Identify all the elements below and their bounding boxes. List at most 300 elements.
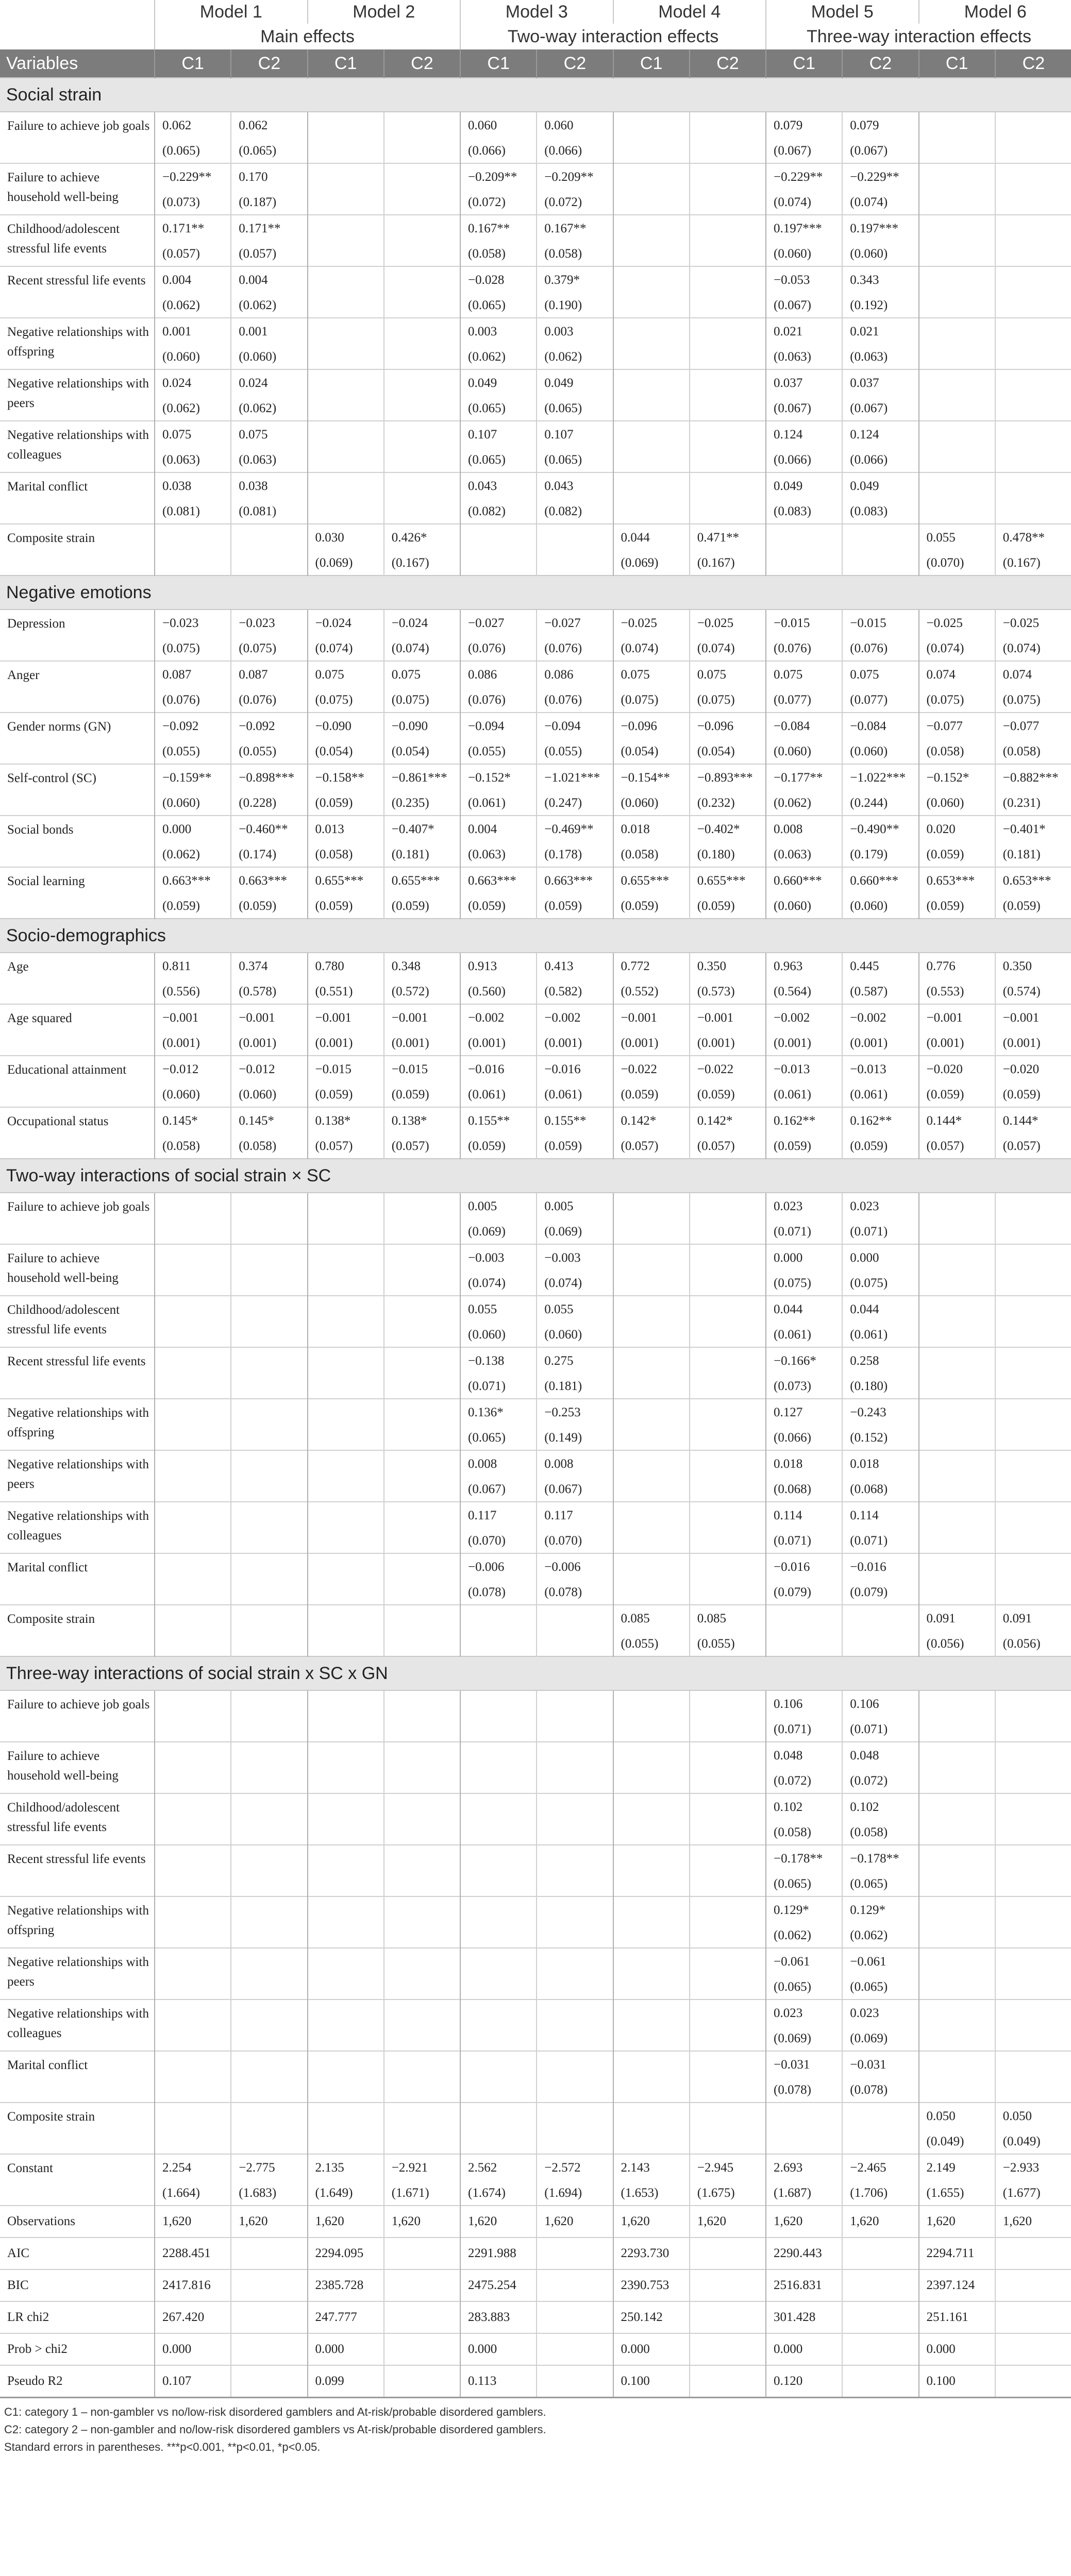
se-cell: (0.059)	[919, 894, 995, 919]
coef-cell	[537, 2103, 613, 2130]
c1-header: C1	[460, 49, 537, 78]
variable-label: Educational attainment	[0, 1056, 155, 1107]
coef-cell	[460, 1999, 537, 2027]
se-cell: (0.001)	[766, 1031, 842, 1056]
coef-cell	[995, 1347, 1071, 1375]
se-cell: (0.079)	[842, 1581, 918, 1605]
se-cell	[690, 2027, 766, 2051]
se-cell: (0.072)	[842, 1769, 918, 1793]
coef-cell	[155, 1999, 231, 2027]
coef-cell: −0.882***	[995, 764, 1071, 791]
section-header-row	[0, 78, 1071, 112]
se-cell: (0.059)	[460, 1134, 537, 1159]
constant-se-row	[0, 2181, 1071, 2206]
se-cell	[690, 1375, 766, 1399]
coef-cell: −0.094	[460, 713, 537, 740]
se-cell	[919, 1872, 995, 1896]
se-cell: (0.058)	[995, 740, 1071, 764]
se-cell	[613, 1581, 690, 1605]
coef-cell: −0.061	[766, 1948, 842, 1975]
coef-cell	[613, 1690, 690, 1718]
se-cell	[308, 242, 384, 266]
coef-cell: −0.094	[537, 713, 613, 740]
table-row	[0, 112, 1071, 139]
coef-cell	[690, 1399, 766, 1426]
coef-cell	[308, 318, 384, 345]
coef-cell	[919, 1845, 995, 1872]
se-cell	[919, 448, 995, 472]
table-row	[0, 1347, 1071, 1375]
coef-cell	[384, 1845, 460, 1872]
coef-cell	[231, 1896, 307, 1924]
se-cell	[690, 1872, 766, 1896]
se-cell	[995, 1821, 1071, 1845]
se-cell: (1.655)	[919, 2181, 995, 2206]
se-cell	[308, 1272, 384, 1296]
stat-cell: 2294.095	[308, 2238, 384, 2269]
se-cell: (0.072)	[537, 191, 613, 215]
coef-cell: −0.077	[919, 713, 995, 740]
table-row-se	[0, 1718, 1071, 1742]
se-cell	[995, 2078, 1071, 2103]
se-cell: (0.167)	[384, 551, 460, 575]
section-title: Social strain	[0, 78, 1071, 112]
coef-cell: 0.060	[537, 112, 613, 139]
se-cell	[384, 1529, 460, 1553]
se-cell	[690, 2130, 766, 2154]
se-cell	[537, 1769, 613, 1793]
se-cell	[384, 2130, 460, 2154]
se-cell	[384, 294, 460, 318]
coef-cell	[231, 1347, 307, 1375]
coef-cell: −0.092	[155, 713, 231, 740]
coef-cell	[384, 2051, 460, 2078]
coef-cell	[613, 1845, 690, 1872]
se-cell: (0.001)	[537, 1031, 613, 1056]
table-row-se	[0, 1478, 1071, 1502]
se-cell: (0.075)	[690, 688, 766, 713]
coef-cell	[231, 1793, 307, 1821]
coef-cell: 0.655***	[384, 867, 460, 894]
coef-cell	[995, 112, 1071, 139]
se-cell	[613, 345, 690, 369]
coef-cell	[995, 1896, 1071, 1924]
coef-cell: 0.075	[231, 421, 307, 448]
stat-cell: 0.107	[155, 2365, 231, 2397]
se-cell: (0.065)	[537, 397, 613, 421]
coef-cell: −0.084	[842, 713, 918, 740]
model-4-header: Model 4	[613, 0, 766, 24]
se-cell	[613, 1220, 690, 1244]
coef-cell: 0.008	[766, 816, 842, 843]
stat-row	[0, 2301, 1071, 2333]
coef-cell	[155, 1244, 231, 1272]
se-cell	[308, 1426, 384, 1450]
coef-cell	[155, 2051, 231, 2078]
se-cell: (0.075)	[919, 688, 995, 713]
se-cell	[613, 1924, 690, 1948]
se-cell	[384, 191, 460, 215]
coef-cell	[155, 1347, 231, 1375]
coef-cell	[460, 1896, 537, 1924]
table-row-se	[0, 242, 1071, 266]
se-cell	[308, 1220, 384, 1244]
table-row	[0, 1296, 1071, 1323]
coef-cell: 0.655***	[308, 867, 384, 894]
coef-cell	[537, 1605, 613, 1632]
se-cell: (0.076)	[537, 688, 613, 713]
se-cell	[919, 1375, 995, 1399]
se-cell: (0.065)	[231, 139, 307, 163]
se-cell: (0.067)	[766, 397, 842, 421]
se-cell: (0.057)	[613, 1134, 690, 1159]
se-cell: (0.247)	[537, 791, 613, 816]
table-row-se	[0, 1975, 1071, 1999]
coef-cell: 0.037	[842, 369, 918, 397]
coef-cell: 0.021	[842, 318, 918, 345]
se-cell	[155, 1769, 231, 1793]
coef-cell	[919, 369, 995, 397]
stat-cell	[842, 2238, 918, 2269]
stat-cell	[537, 2333, 613, 2365]
se-cell: (0.228)	[231, 791, 307, 816]
coef-cell: 2.254	[155, 2154, 231, 2181]
se-cell: (0.074)	[995, 637, 1071, 661]
se-cell: (0.062)	[155, 843, 231, 867]
se-cell: (0.066)	[766, 448, 842, 472]
variable-label: Childhood/adolescent stressful life events	[0, 215, 155, 266]
se-cell: (1.653)	[613, 2181, 690, 2206]
coef-cell: 0.136*	[460, 1399, 537, 1426]
stat-label: BIC	[0, 2269, 155, 2301]
se-cell: (0.079)	[766, 1581, 842, 1605]
variable-label: Self-control (SC)	[0, 764, 155, 816]
stat-cell	[537, 2365, 613, 2397]
stat-cell: 2385.728	[308, 2269, 384, 2301]
se-cell: (0.049)	[919, 2130, 995, 2154]
se-cell: (0.071)	[766, 1718, 842, 1742]
se-cell	[919, 1478, 995, 1502]
coef-cell: 0.074	[919, 661, 995, 688]
coef-cell: 0.091	[919, 1605, 995, 1632]
se-cell	[384, 1769, 460, 1793]
se-cell	[919, 1272, 995, 1296]
se-cell: (0.056)	[919, 1632, 995, 1656]
variable-label: Failure to achieve job goals	[0, 112, 155, 163]
coef-cell: 0.048	[842, 1742, 918, 1769]
table-row	[0, 1896, 1071, 1924]
coef-cell: 0.663***	[460, 867, 537, 894]
se-cell	[231, 1821, 307, 1845]
se-cell: (0.058)	[613, 843, 690, 867]
se-cell: (1.671)	[384, 2181, 460, 2206]
coef-cell: −0.001	[384, 1004, 460, 1031]
stat-cell	[995, 2269, 1071, 2301]
note-c1: C1: category 1 – non-gambler vs no/low-risk disordered gamblers and At-risk/probable disordered gamblers.	[4, 2405, 546, 2418]
se-cell: (0.060)	[155, 791, 231, 816]
se-cell	[384, 2078, 460, 2103]
se-cell	[231, 1220, 307, 1244]
se-cell: (0.071)	[842, 1529, 918, 1553]
se-cell: (0.069)	[537, 1220, 613, 1244]
se-cell	[384, 1272, 460, 1296]
c1-header: C1	[155, 49, 231, 78]
coef-cell: 0.050	[995, 2103, 1071, 2130]
coef-cell: −0.138	[460, 1347, 537, 1375]
coef-cell	[308, 1244, 384, 1272]
coef-cell: 0.023	[842, 1999, 918, 2027]
coef-cell	[537, 524, 613, 551]
coef-cell	[690, 1244, 766, 1272]
stat-cell	[842, 2333, 918, 2365]
model-header-row	[0, 0, 1071, 24]
coef-cell	[384, 1296, 460, 1323]
coef-cell	[155, 1502, 231, 1529]
coef-cell: 0.426*	[384, 524, 460, 551]
table-row	[0, 1107, 1071, 1134]
coef-cell: 0.445	[842, 953, 918, 980]
coef-cell	[613, 1244, 690, 1272]
se-cell: (0.167)	[690, 551, 766, 575]
se-cell: (0.067)	[766, 139, 842, 163]
se-cell	[690, 1581, 766, 1605]
coef-cell	[308, 1502, 384, 1529]
se-cell	[690, 1924, 766, 1948]
coef-cell: 0.055	[537, 1296, 613, 1323]
variable-label: Childhood/adolescent stressful life events	[0, 1296, 155, 1347]
table-row-se	[0, 1426, 1071, 1450]
se-cell: (0.066)	[842, 448, 918, 472]
coef-cell	[231, 1690, 307, 1718]
coef-cell: 0.772	[613, 953, 690, 980]
coef-cell	[919, 163, 995, 191]
coef-cell: 0.171**	[231, 215, 307, 242]
coef-cell	[384, 163, 460, 191]
se-cell: (0.063)	[155, 448, 231, 472]
coef-cell: −0.002	[460, 1004, 537, 1031]
c2-header: C2	[842, 49, 918, 78]
se-cell: (0.058)	[231, 1134, 307, 1159]
table-row-se	[0, 1375, 1071, 1399]
table-row	[0, 1193, 1071, 1220]
coef-cell: −0.096	[690, 713, 766, 740]
coef-cell	[537, 2051, 613, 2078]
coef-cell: 0.004	[155, 266, 231, 294]
effect-group-row	[0, 24, 1071, 49]
coef-cell: 0.004	[460, 816, 537, 843]
coef-cell	[537, 1742, 613, 1769]
se-cell	[231, 1478, 307, 1502]
se-cell: (0.174)	[231, 843, 307, 867]
stat-cell	[842, 2365, 918, 2397]
se-cell: (0.063)	[766, 843, 842, 867]
se-cell	[384, 397, 460, 421]
coef-cell: −0.861***	[384, 764, 460, 791]
stat-row	[0, 2333, 1071, 2365]
se-cell: (0.075)	[231, 637, 307, 661]
se-cell: (0.070)	[919, 551, 995, 575]
stat-cell	[231, 2238, 307, 2269]
stat-cell: 1,620	[155, 2206, 231, 2238]
coef-cell: 0.001	[231, 318, 307, 345]
coef-cell	[537, 1690, 613, 1718]
coef-cell	[384, 1553, 460, 1581]
se-cell: (0.075)	[766, 1272, 842, 1296]
coef-cell	[690, 1742, 766, 1769]
stat-cell	[690, 2333, 766, 2365]
se-cell	[995, 139, 1071, 163]
se-cell	[231, 1272, 307, 1296]
coef-cell: −0.490**	[842, 816, 918, 843]
coef-cell: −0.229**	[766, 163, 842, 191]
se-cell: (0.187)	[231, 191, 307, 215]
coef-cell: 0.663***	[231, 867, 307, 894]
se-cell: (0.192)	[842, 294, 918, 318]
coef-cell	[766, 524, 842, 551]
se-cell: (0.062)	[231, 397, 307, 421]
coef-cell	[308, 266, 384, 294]
coef-cell: −2.465	[842, 2154, 918, 2181]
se-cell	[995, 1581, 1071, 1605]
coef-cell: 0.663***	[155, 867, 231, 894]
table-row	[0, 1690, 1071, 1718]
table-row-se	[0, 448, 1071, 472]
se-cell	[995, 1769, 1071, 1793]
coef-cell: −0.152*	[919, 764, 995, 791]
se-cell: (0.054)	[308, 740, 384, 764]
c1-header: C1	[613, 49, 690, 78]
se-cell	[690, 1821, 766, 1845]
coef-cell: 0.018	[613, 816, 690, 843]
coef-cell: −0.209**	[460, 163, 537, 191]
coef-cell: 2.143	[613, 2154, 690, 2181]
se-cell	[155, 1323, 231, 1347]
coef-cell	[460, 2051, 537, 2078]
coef-cell	[537, 1793, 613, 1821]
coef-cell: −0.020	[995, 1056, 1071, 1083]
coef-cell: −0.012	[231, 1056, 307, 1083]
coef-cell	[690, 1347, 766, 1375]
coef-cell	[995, 163, 1071, 191]
se-cell	[995, 448, 1071, 472]
coef-cell: 0.350	[690, 953, 766, 980]
se-cell: (0.057)	[919, 1134, 995, 1159]
stat-label: Pseudo R2	[0, 2365, 155, 2397]
variable-label: Composite strain	[0, 1605, 155, 1656]
se-cell: (1.683)	[231, 2181, 307, 2206]
stat-cell	[995, 2365, 1071, 2397]
se-cell: (0.075)	[995, 688, 1071, 713]
coef-cell: 0.091	[995, 1605, 1071, 1632]
model-6-header: Model 6	[919, 0, 1071, 24]
se-cell: (0.071)	[842, 1718, 918, 1742]
se-cell	[308, 500, 384, 524]
se-cell	[995, 345, 1071, 369]
stat-row	[0, 2269, 1071, 2301]
coef-cell: −0.253	[537, 1399, 613, 1426]
table-row-se	[0, 1769, 1071, 1793]
coef-cell: 0.037	[766, 369, 842, 397]
coef-cell: 0.117	[460, 1502, 537, 1529]
coef-cell	[155, 1793, 231, 1821]
se-cell	[613, 2027, 690, 2051]
coef-cell	[384, 215, 460, 242]
coef-cell: 0.062	[231, 112, 307, 139]
section-title: Three-way interactions of social strain x SC x GN	[0, 1656, 1071, 1690]
se-cell	[613, 2130, 690, 2154]
se-cell: (0.059)	[460, 894, 537, 919]
variable-label: Anger	[0, 661, 155, 713]
coef-cell	[690, 163, 766, 191]
coef-cell: 0.024	[155, 369, 231, 397]
se-cell: (0.001)	[460, 1031, 537, 1056]
variable-label: Marital conflict	[0, 472, 155, 524]
table-row-se	[0, 397, 1071, 421]
coef-cell	[308, 472, 384, 500]
se-cell	[690, 1323, 766, 1347]
coef-cell: 0.275	[537, 1347, 613, 1375]
stat-cell: 2516.831	[766, 2269, 842, 2301]
se-cell	[308, 1375, 384, 1399]
se-cell: (0.551)	[308, 980, 384, 1004]
se-cell: (0.071)	[766, 1220, 842, 1244]
se-cell: (0.062)	[537, 345, 613, 369]
table-row-se	[0, 843, 1071, 867]
se-cell: (0.075)	[842, 1272, 918, 1296]
se-cell: (0.070)	[460, 1529, 537, 1553]
table-row-se	[0, 2027, 1071, 2051]
coef-cell	[613, 1193, 690, 1220]
coef-cell: −0.025	[690, 609, 766, 637]
coef-cell: −0.177**	[766, 764, 842, 791]
coef-cell	[995, 2051, 1071, 2078]
stat-cell	[690, 2301, 766, 2333]
se-cell: (0.056)	[995, 1632, 1071, 1656]
coef-cell: 0.348	[384, 953, 460, 980]
coef-cell	[384, 1896, 460, 1924]
coef-cell	[995, 1399, 1071, 1426]
coef-cell: 0.038	[155, 472, 231, 500]
stat-cell: 250.142	[613, 2301, 690, 2333]
coef-cell: −0.001	[155, 1004, 231, 1031]
variable-label: Childhood/adolescent stressful life events	[0, 1793, 155, 1845]
coef-cell	[384, 1502, 460, 1529]
se-cell: (0.059)	[919, 1083, 995, 1107]
coef-cell	[155, 1553, 231, 1581]
table-row	[0, 867, 1071, 894]
se-cell: (0.076)	[460, 688, 537, 713]
table-row	[0, 953, 1071, 980]
se-cell: (0.552)	[613, 980, 690, 1004]
se-cell: (0.065)	[460, 397, 537, 421]
coef-cell: −0.025	[919, 609, 995, 637]
coef-cell: 2.693	[766, 2154, 842, 2181]
coef-cell: −0.003	[537, 1244, 613, 1272]
coef-cell	[690, 1999, 766, 2027]
se-cell: (0.065)	[155, 139, 231, 163]
coef-cell	[919, 1450, 995, 1478]
coef-cell: 0.170	[231, 163, 307, 191]
coef-cell	[690, 2103, 766, 2130]
stat-cell: 1,620	[766, 2206, 842, 2238]
se-cell: (0.074)	[842, 191, 918, 215]
coef-cell: 0.379*	[537, 266, 613, 294]
coef-cell	[308, 1999, 384, 2027]
coef-cell: −0.898***	[231, 764, 307, 791]
se-cell: (0.074)	[766, 191, 842, 215]
se-cell: (0.587)	[842, 980, 918, 1004]
coef-cell: 0.107	[460, 421, 537, 448]
